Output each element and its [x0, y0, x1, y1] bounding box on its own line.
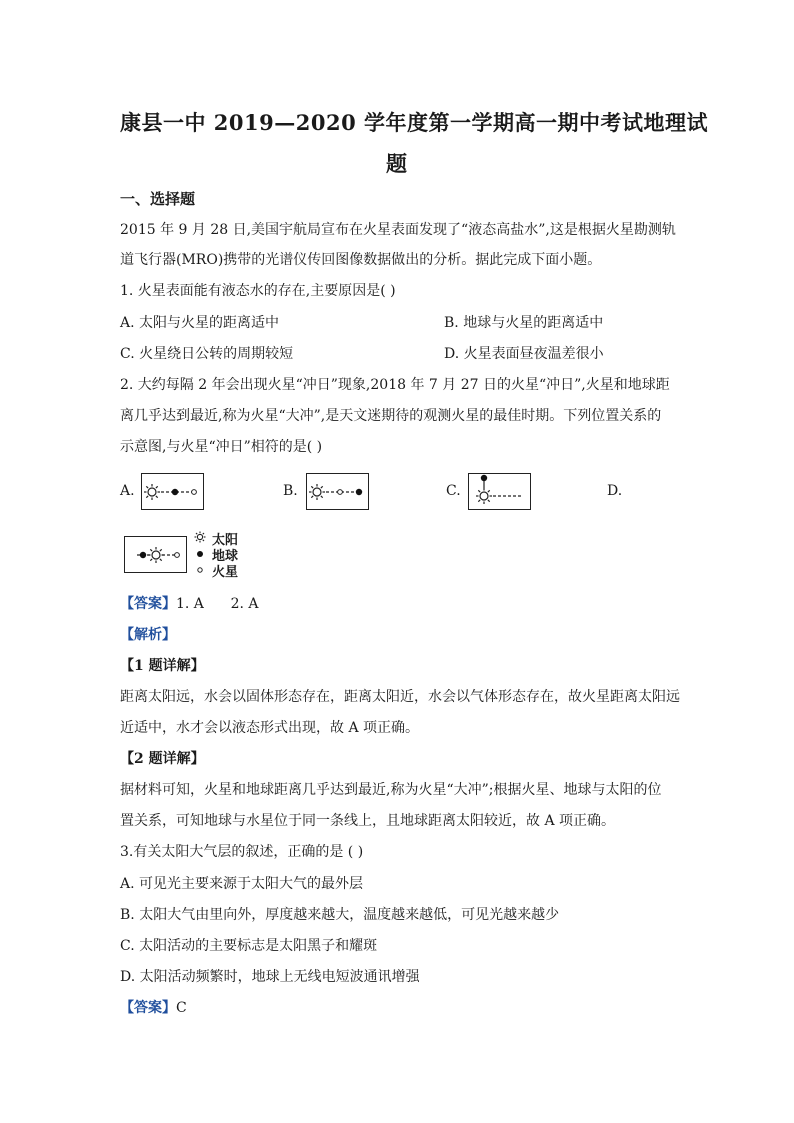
q2-line3: 示意图,与火星“冲日”相符的是( ) — [120, 439, 323, 455]
sun-icon — [148, 547, 164, 563]
detail-1-label: 【1 题详解】 — [120, 658, 205, 674]
page-title-line1: 康县一中 2019—2020 学年度第一学期高一期中考试地理试 — [120, 110, 709, 135]
earth-icon — [172, 489, 178, 495]
legend-earth-label: 地球 — [212, 549, 239, 564]
earth-icon — [194, 548, 206, 560]
q2-line2: 离几乎达到最近,称为火星“大冲”,是天文迷期待的观测火星的最佳时期。下列位置关系的 — [120, 408, 662, 424]
q3-option-b: B. 太阳大气由里向外，厚度越来越大，温度越来越低，可见光越来越少 — [120, 907, 560, 923]
q2-option-c-label: C. — [446, 483, 461, 499]
mars-icon — [194, 564, 206, 576]
analysis-label: 【解析】 — [120, 627, 176, 643]
page-title-line2: 题 — [386, 151, 408, 176]
q2-option-a-label: A. — [120, 483, 135, 499]
detail-1-line1: 距离太阳远，水会以固体形态存在，距离太阳近，水会以气体形态存在，故火星距离太阳远 — [120, 689, 680, 705]
answer-text: 1. A 2. A — [176, 596, 259, 612]
q1-option-c: C. 火星绕日公转的周期较短 — [120, 346, 294, 362]
diagram-option-c — [468, 473, 531, 510]
q1-option-a: A. 太阳与火星的距离适中 — [120, 315, 280, 331]
q1-option-d: D. 火星表面昼夜温差很小 — [444, 346, 604, 362]
section-heading: 一、选择题 — [120, 190, 196, 208]
detail-2-line1: 据材料可知，火星和地球距离几乎达到最近,称为火星“大冲”;根据火星、地球与太阳的位 — [120, 782, 662, 798]
q1-option-b: B. 地球与火星的距离适中 — [444, 315, 604, 331]
q2-line1: 2. 大约每隔 2 年会出现火星“冲日”现象,2018 年 7 月 27 日的火星“冲日”,火星和地球距 — [120, 377, 670, 393]
material-line2: 道飞行器(MRO)携带的光谱仪传回图像数据做出的分析。据此完成下面小题。 — [120, 252, 602, 268]
answer-3 — [120, 997, 187, 1017]
diagram-option-b — [306, 473, 369, 510]
answer-label: 【答案】 — [120, 596, 176, 612]
diagram-option-d — [124, 536, 187, 573]
q3-option-d: D. 太阳活动频繁时，地球上无线电短波通讯增强 — [120, 969, 420, 985]
mars-icon — [175, 553, 180, 558]
detail-2-label: 【2 题详解】 — [120, 751, 205, 767]
q2-option-b-label: B. — [283, 483, 298, 499]
detail-2-line2: 置关系，可知地球与水星位于同一条线上，且地球距离太阳较近，故 A 项正确。 — [120, 813, 616, 829]
legend-mars-label: 火星 — [212, 565, 239, 580]
detail-1-line2: 近适中，水才会以液态形式出现，故 A 项正确。 — [120, 720, 420, 736]
q3-option-c: C. 太阳活动的主要标志是太阳黑子和耀斑 — [120, 938, 378, 954]
mars-icon — [338, 490, 343, 495]
q3-stem: 3.有关太阳大气层的叙述，正确的是 ( ) — [120, 844, 364, 860]
earth-icon — [140, 552, 146, 558]
answer-label: 【答案】 — [120, 1000, 176, 1016]
answer-1 — [120, 593, 259, 613]
sun-icon — [144, 484, 160, 500]
diagram-option-a — [141, 473, 204, 510]
mars-icon — [192, 490, 197, 495]
earth-icon — [356, 489, 362, 495]
sun-icon — [194, 531, 206, 543]
legend-sun-label: 太阳 — [212, 533, 239, 548]
material-line1: 2015 年 9 月 28 日,美国宇航局宣布在火星表面发现了“液态高盐水”,这是根据火星勘测轨 — [120, 222, 676, 238]
legend — [194, 529, 254, 580]
q2-option-d-label: D. — [607, 483, 623, 499]
answer-text: C — [176, 1000, 187, 1016]
sun-icon — [309, 484, 325, 500]
sun-icon — [476, 488, 492, 504]
q3-option-a: A. 可见光主要来源于太阳大气的最外层 — [120, 876, 364, 892]
q1-stem: 1. 火星表面能有液态水的存在,主要原因是( ) — [120, 283, 396, 299]
earth-icon — [481, 475, 487, 481]
